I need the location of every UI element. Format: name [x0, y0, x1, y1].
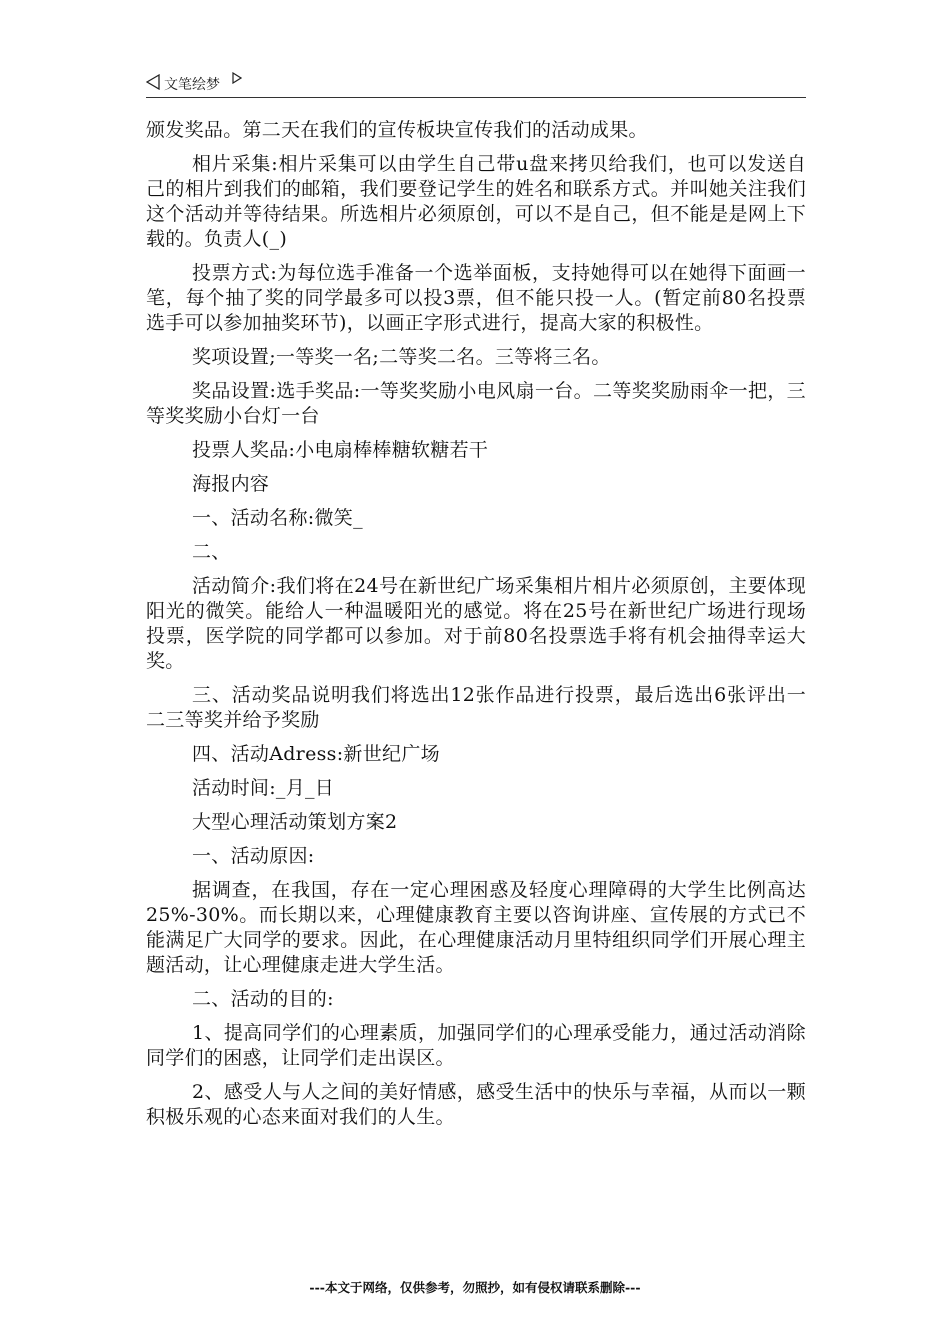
paragraph: 相片采集:相片采集可以由学生自己带u盘来拷贝给我们，也可以发送自己的相片到我们的邮箱，我们要登记学生的姓名和联系方式。并叫她关注我们这个活动并等待结果。所选相片必须原创，可以不是自己，但不能是是网上下载的。负责人(_) — [146, 153, 806, 250]
paragraph: 二、活动的目的: — [192, 988, 334, 1010]
triangle-right-icon — [232, 72, 242, 87]
paragraph: 一、活动名称:微笑_ — [192, 507, 363, 529]
header-brand: 文笔绘梦 — [164, 77, 220, 93]
page-footer: ---本文于网络，仅供参考，勿照抄，如有侵权请联系删除--- — [309, 1280, 641, 1295]
paragraph: 颁发奖品。第二天在我们的宣传板块宣传我们的活动成果。 — [146, 119, 648, 141]
paragraph: 奖品设置:选手奖品:一等奖奖励小电风扇一台。二等奖奖励雨伞一把，三等奖奖励小台灯一台 — [146, 380, 806, 427]
paragraph: 据调查，在我国，存在一定心理困惑及轻度心理障碍的大学生比例高达25%-30%。而长期以来，心理健康教育主要以咨询讲座、宣传展的方式已不能满足广大同学的要求。因此，在心理健康活动月里特组织同学们开展心理主题活动，让心理健康走进大学生活。 — [146, 879, 806, 976]
paragraph: 活动时间:_月_日 — [192, 777, 335, 799]
paragraph: 奖项设置;一等奖一名;二等奖二名。三等将三名。 — [192, 346, 611, 368]
page-header — [146, 72, 806, 94]
paragraph: 一、活动原因: — [192, 845, 315, 867]
paragraph: 三、活动奖品说明我们将选出12张作品进行投票，最后选出6张评出一二三等奖并给予奖励 — [146, 684, 806, 731]
paragraph: 四、活动Adress:新世纪广场 — [192, 743, 440, 765]
paragraph: 2、感受人与人之间的美好情感，感受生活中的快乐与幸福，从而以一颗积极乐观的心态来面对我们的人生。 — [146, 1081, 806, 1128]
section-title: 大型心理活动策划方案2 — [192, 811, 398, 833]
paragraph: 投票人奖品:小电扇棒棒糖软糖若干 — [192, 439, 489, 461]
paragraph: 投票方式:为每位选手准备一个选举面板，支持她得可以在她得下面画一笔，每个抽了奖的同学最多可以投3票，但不能只投一人。(暂定前80名投票选手可以参加抽奖环节)，以画正字形式进行，提高大家的积极性。 — [146, 262, 806, 334]
paragraph: 海报内容 — [192, 473, 270, 495]
paragraph: 二、 — [192, 541, 231, 563]
document-body — [146, 118, 806, 1139]
paragraph: 1、提高同学们的心理素质，加强同学们的心理承受能力，通过活动消除同学们的困惑，让同学们走出误区。 — [146, 1022, 806, 1069]
triangle-left-icon — [146, 74, 160, 94]
header-divider — [146, 97, 806, 98]
paragraph: 活动简介:我们将在24号在新世纪广场采集相片相片必须原创，主要体现阳光的微笑。能给人一种温暖阳光的感觉。将在25号在新世纪广场进行现场投票，医学院的同学都可以参加。对于前80名投票选手将有机会抽得幸运大奖。 — [146, 575, 806, 672]
